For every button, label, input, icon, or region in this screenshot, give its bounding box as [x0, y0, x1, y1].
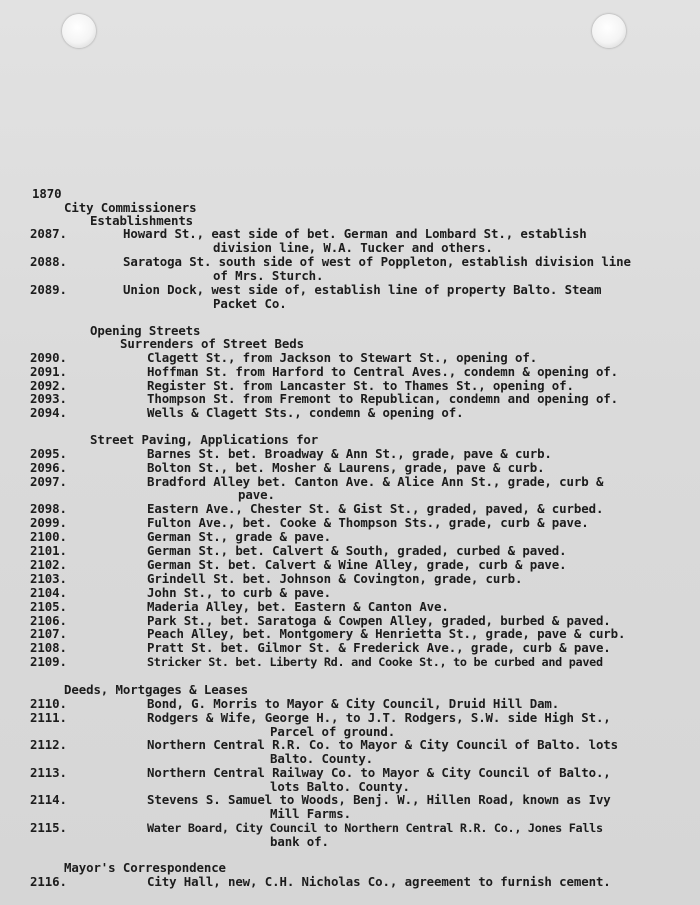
- entry-text: Packet Co.: [213, 296, 287, 311]
- entry-text: Thompson St. from Fremont to Republican, condemn and opening of.: [147, 391, 619, 406]
- entry-text: Saratoga St. south side of west of Poppleton, establish division line: [123, 254, 631, 269]
- entry-text: Register St. from Lancaster St. to Thames St., opening of.: [147, 378, 574, 393]
- entry-number: 2089.: [30, 282, 67, 297]
- entry-number: 2098.: [30, 501, 67, 516]
- entry-text: German St., grade & pave.: [147, 529, 331, 544]
- section-title-establishments: Establishments: [90, 213, 194, 228]
- entry-number: 2101.: [30, 543, 67, 558]
- entry-text: Eastern Ave., Chester St. & Gist St., graded, paved, & curbed.: [147, 501, 604, 516]
- year: 1870: [32, 186, 62, 201]
- entry-text: lots Balto. County.: [270, 779, 410, 794]
- entry-number: 2103.: [30, 571, 67, 586]
- entry-text: Fulton Ave., bet. Cooke & Thompson Sts., grade, curb & pave.: [147, 515, 589, 530]
- entry-text: Barnes St. bet. Broadway & Ann St., grade, pave & curb.: [147, 446, 552, 461]
- entry-number: 2096.: [30, 460, 67, 475]
- entry-text: City Hall, new, C.H. Nicholas Co., agreement to furnish cement.: [147, 874, 611, 889]
- entry-number: 2093.: [30, 391, 67, 406]
- entry-number: 2087.: [30, 226, 67, 241]
- entry-text: pave.: [238, 487, 275, 502]
- entry-text: German St. bet. Calvert & Wine Alley, grade, curb & pave.: [147, 557, 567, 572]
- punch-hole-right: [592, 14, 626, 48]
- entry-number: 2099.: [30, 515, 67, 530]
- heading: City Commissioners: [64, 200, 197, 215]
- entry-number: 2116.: [30, 874, 67, 889]
- entry-text: Bradford Alley bet. Canton Ave. & Alice Ann St., grade, curb &: [147, 474, 604, 489]
- entry-text: German St., bet. Calvert & South, graded, curbed & paved.: [147, 543, 567, 558]
- entry-text: Stricker St. bet. Liberty Rd. and Cooke St., to be curbed and paved: [147, 655, 603, 669]
- entry-text: Stevens S. Samuel to Woods, Benj. W., Hillen Road, known as Ivy: [147, 792, 611, 807]
- entry-text: Grindell St. bet. Johnson & Covington, grade, curb.: [147, 571, 523, 586]
- entry-number: 2113.: [30, 765, 67, 780]
- entry-text: Northern Central Railway Co. to Mayor & City Council of Balto.,: [147, 765, 611, 780]
- entry-text: Peach Alley, bet. Montgomery & Henrietta St., grade, pave & curb.: [147, 626, 626, 641]
- entry-text: Union Dock, west side of, establish line of property Balto. Steam: [123, 282, 602, 297]
- entry-text: John St., to curb & pave.: [147, 585, 331, 600]
- entry-text: division line, W.A. Tucker and others.: [213, 240, 493, 255]
- entry-text: Bond, G. Morris to Mayor & City Council, Druid Hill Dam.: [147, 696, 560, 711]
- entry-number: 2112.: [30, 737, 67, 752]
- section-title-opening: Opening Streets: [90, 323, 201, 338]
- entry-number: 2102.: [30, 557, 67, 572]
- entry-text: Clagett St., from Jackson to Stewart St., opening of.: [147, 350, 538, 365]
- entry-text: Bolton St., bet. Mosher & Laurens, grade, pave & curb.: [147, 460, 545, 475]
- entry-number: 2095.: [30, 446, 67, 461]
- entry-text: bank of.: [270, 834, 329, 849]
- entry-text: of Mrs. Sturch.: [213, 268, 324, 283]
- entry-text: Maderia Alley, bet. Eastern & Canton Ave.: [147, 599, 449, 614]
- entry-number: 2088.: [30, 254, 67, 269]
- entry-number: 2100.: [30, 529, 67, 544]
- entry-number: 2094.: [30, 405, 67, 420]
- entry-text: Mill Farms.: [270, 806, 351, 821]
- entry-text: Pratt St. bet. Gilmor St. & Frederick Ave., grade, curb & pave.: [147, 640, 611, 655]
- entry-text: Parcel of ground.: [270, 724, 396, 739]
- entry-number: 2110.: [30, 696, 67, 711]
- entry-number: 2109.: [30, 654, 67, 669]
- entry-number: 2105.: [30, 599, 67, 614]
- entry-number: 2111.: [30, 710, 67, 725]
- entry-number: 2114.: [30, 792, 67, 807]
- entry-number: 2107.: [30, 626, 67, 641]
- entry-number: 2091.: [30, 364, 67, 379]
- entry-number: 2104.: [30, 585, 67, 600]
- entry-number: 2108.: [30, 640, 67, 655]
- entry-number: 2097.: [30, 474, 67, 489]
- section-title-mayor: Mayor's Correspondence: [64, 860, 226, 875]
- entry-number: 2106.: [30, 613, 67, 628]
- entry-text: Hoffman St. from Harford to Central Aves., condemn & opening of.: [147, 364, 619, 379]
- punch-hole-left: [62, 14, 96, 48]
- entry-text: Park St., bet. Saratoga & Cowpen Alley, graded, burbed & paved.: [147, 613, 611, 628]
- entry-text: Balto. County.: [270, 751, 374, 766]
- entry-text: Northern Central R.R. Co. to Mayor & City Council of Balto. lots: [147, 737, 619, 752]
- entry-text: Water Board, City Council to Northern Central R.R. Co., Jones Falls: [147, 821, 603, 835]
- entry-text: Rodgers & Wife, George H., to J.T. Rodgers, S.W. side High St.,: [147, 710, 611, 725]
- section-title-deeds: Deeds, Mortgages & Leases: [64, 682, 248, 697]
- section-subtitle-surrenders: Surrenders of Street Beds: [120, 336, 304, 351]
- entry-text: Howard St., east side of bet. German and Lombard St., establish: [123, 226, 587, 241]
- entry-text: Wells & Clagett Sts., condemn & opening of.: [147, 405, 464, 420]
- section-title-paving: Street Paving, Applications for: [90, 432, 319, 447]
- entry-number: 2090.: [30, 350, 67, 365]
- entry-number: 2092.: [30, 378, 67, 393]
- entry-number: 2115.: [30, 820, 67, 835]
